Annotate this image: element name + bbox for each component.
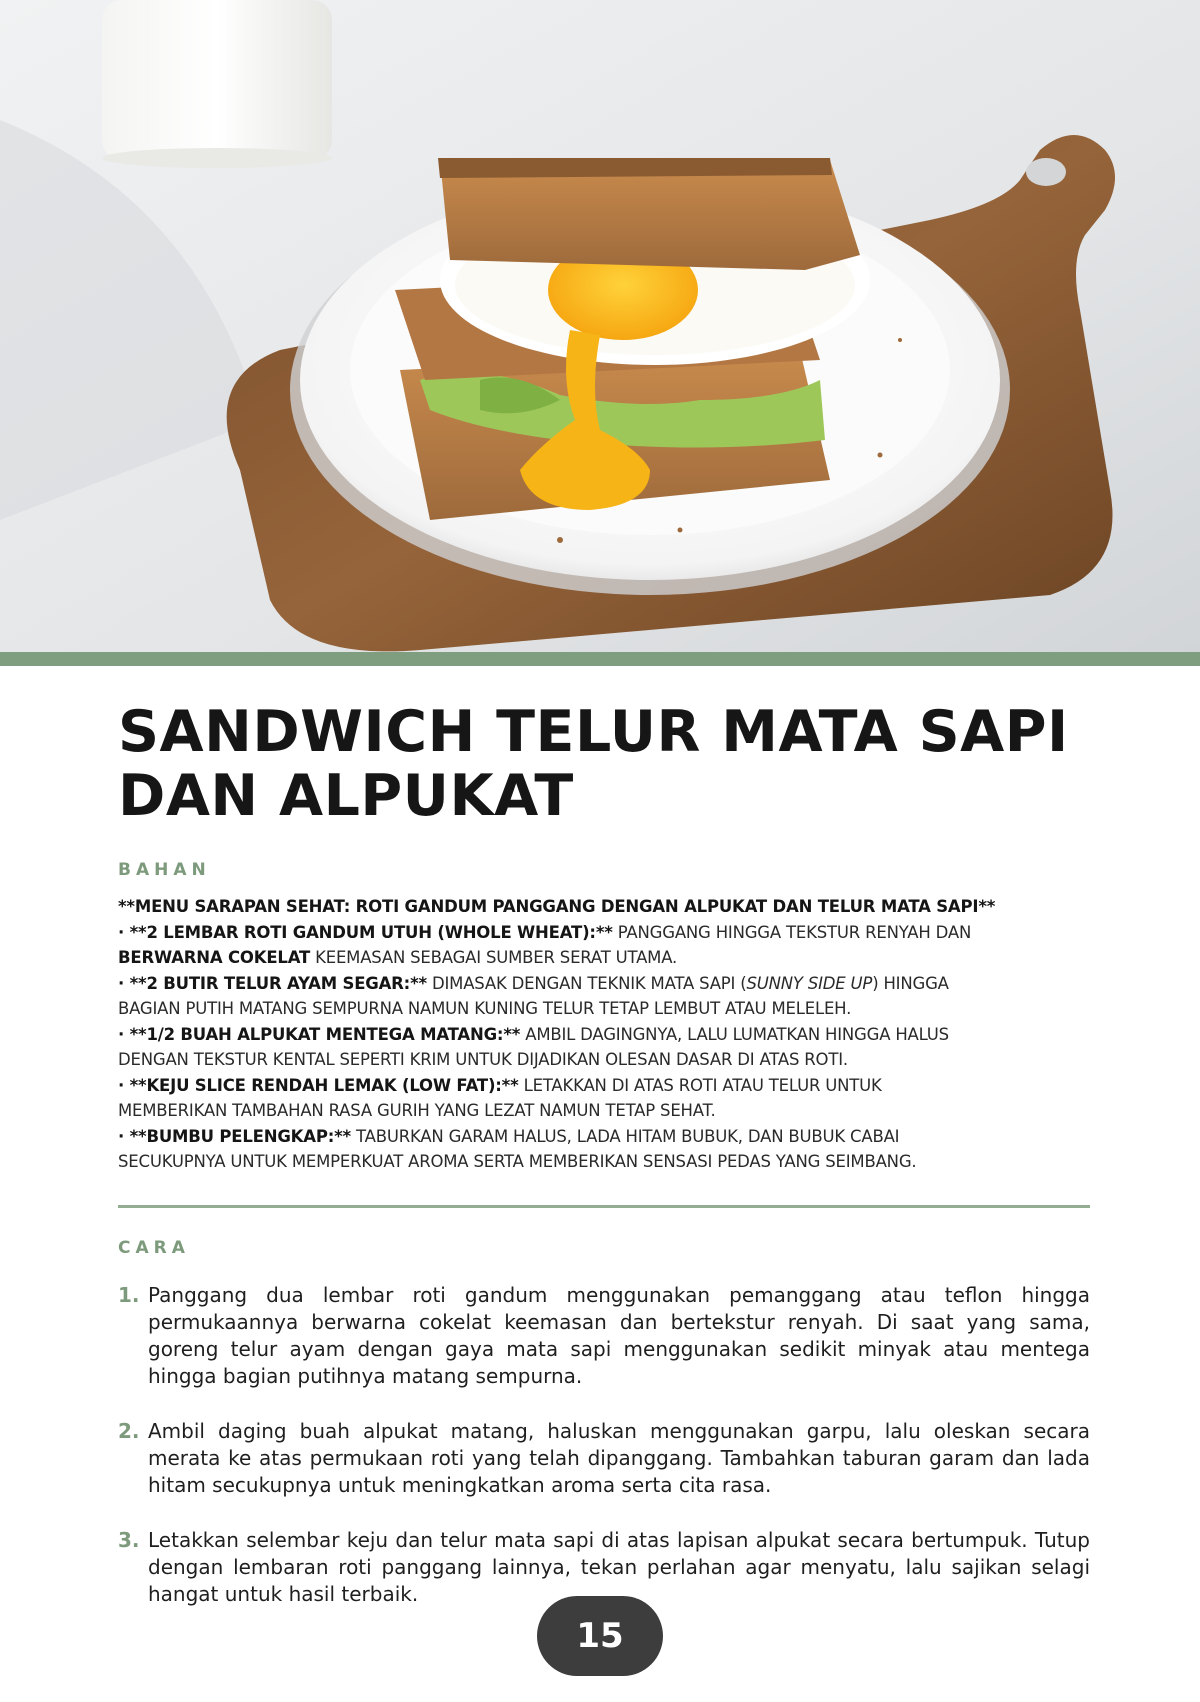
ingredient-desc: LETAKKAN DI ATAS ROTI ATAU TELUR UNTUK	[518, 1075, 882, 1095]
ingredient-desc: TABURKAN GARAM HALUS, LADA HITAM BUBUK, DAN BUBUK CABAI	[351, 1126, 900, 1146]
step-item	[118, 1418, 1090, 1499]
step-number: 3.	[118, 1527, 140, 1552]
steps-list	[118, 1282, 1090, 1608]
step-number: 2.	[118, 1418, 140, 1443]
ingredient-desc: ) HINGGA	[872, 973, 949, 993]
ingredient-desc: DIMASAK DENGAN TEKNIK MATA SAPI (	[426, 973, 747, 993]
ingredient-item	[118, 1124, 1090, 1150]
page-number: 15	[576, 1616, 624, 1656]
ingredients-block	[118, 894, 1090, 1175]
ingredient-name: · **2 LEMBAR ROTI GANDUM UTUH (WHOLE WHEAT):**	[118, 922, 613, 942]
section-label-bahan: BAHAN	[118, 860, 211, 880]
ingredient-item	[118, 920, 1090, 946]
ingredients-menu	[118, 894, 1090, 920]
hero-photo	[0, 0, 1200, 652]
step-text: Letakkan selembar keju dan telur mata sapi di atas lapisan alpukat secara bertumpuk. Tutup dengan lembaran roti panggang lainnya, tekan perlahan agar menyatu, lalu sajikan selagi hangat untuk hasil terbaik.	[148, 1527, 1090, 1606]
ingredient-desc: AMBIL DAGINGNYA, LALU LUMATKAN HINGGA HALUS	[520, 1024, 949, 1044]
ingredient-item-cont: BAGIAN PUTIH MATANG SEMPURNA NAMUN KUNING TELUR TETAP LEMBUT ATAU MELELEH.	[118, 999, 852, 1018]
ingredient-item-cont: DENGAN TEKSTUR KENTAL SEPERTI KRIM UNTUK DIJADIKAN OLESAN DASAR DI ATAS ROTI.	[118, 1050, 848, 1069]
ingredient-desc: KEEMASAN SEBAGAI SUMBER SERAT UTAMA.	[310, 948, 678, 967]
recipe-content	[118, 700, 1090, 1636]
ingredient-item	[118, 1022, 1090, 1048]
ingredients-menu-text: **MENU SARAPAN SEHAT: ROTI GANDUM PANGGANG DENGAN ALPUKAT DAN TELUR MATA SAPI**	[118, 897, 996, 916]
step-item	[118, 1282, 1090, 1390]
ingredient-item	[118, 971, 1090, 997]
ingredient-emph: BERWARNA COKELAT	[118, 948, 311, 967]
ingredient-name: · **KEJU SLICE RENDAH LEMAK (LOW FAT):**	[118, 1075, 519, 1095]
section-divider	[118, 1205, 1090, 1208]
hero-accent-band	[0, 652, 1200, 666]
ingredient-item-cont	[118, 945, 1090, 971]
ingredient-name: · **1/2 BUAH ALPUKAT MENTEGA MATANG:**	[118, 1024, 521, 1044]
ingredient-desc: PANGGANG HINGGA TEKSTUR RENYAH DAN	[612, 922, 972, 942]
ingredient-item-cont: SECUKUPNYA UNTUK MEMPERKUAT AROMA SERTA MEMBERIKAN SENSASI PEDAS YANG SEIMBANG.	[118, 1152, 917, 1171]
ingredient-name: · **2 BUTIR TELUR AYAM SEGAR:**	[118, 973, 427, 993]
ingredient-item	[118, 1073, 1090, 1099]
ingredient-italic: SUNNY SIDE UP	[746, 973, 873, 993]
step-text: Ambil daging buah alpukat matang, haluskan menggunakan garpu, lalu oleskan secara merata ke atas permukaan roti yang telah dipanggang. Tambahkan taburan garam dan lada hitam secukupnya untuk meningkatkan aroma serta cita rasa.	[148, 1418, 1090, 1497]
section-label-cara: CARA	[118, 1237, 190, 1258]
page-number-badge	[537, 1596, 663, 1676]
step-number: 1.	[118, 1282, 140, 1307]
recipe-title-line2: DAN ALPUKAT	[118, 763, 574, 829]
recipe-title-line1: SANDWICH TELUR MATA SAPI	[118, 699, 1069, 765]
ingredient-name: · **BUMBU PELENGKAP:**	[118, 1126, 351, 1146]
sandwich-photo-illustration	[0, 0, 1200, 652]
ingredient-item-cont: MEMBERIKAN TAMBAHAN RASA GURIH YANG LEZAT NAMUN TETAP SEHAT.	[118, 1101, 716, 1120]
step-text: Panggang dua lembar roti gandum menggunakan pemanggang atau teflon hingga permukaannya berwarna cokelat keemasan dan bertekstur renyah. Di saat yang sama, goreng telur ayam dengan gaya mata sapi menggunakan sedikit minyak atau mentega hingga bagian putihnya matang sempurna.	[148, 1282, 1090, 1388]
recipe-title	[118, 700, 1090, 828]
